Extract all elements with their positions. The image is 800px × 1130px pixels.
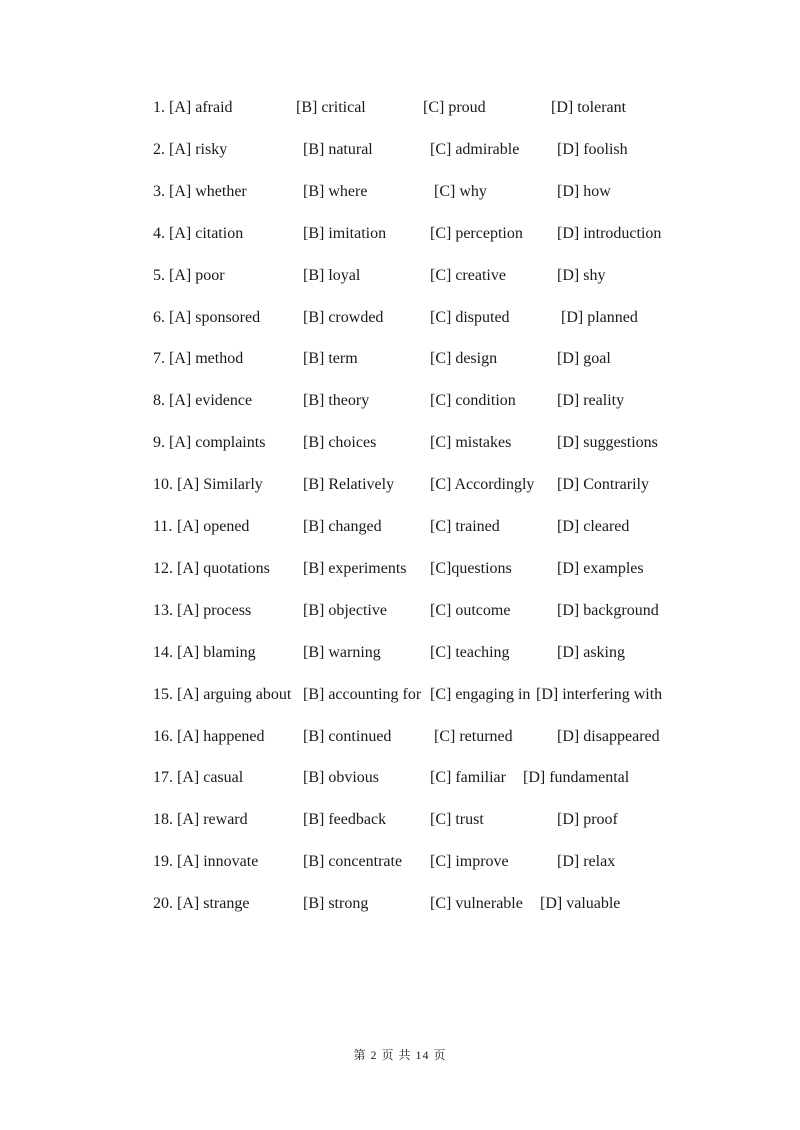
option-d: [D] planned	[561, 309, 638, 326]
question-row	[0, 180, 800, 204]
option-a: [A] complaints	[169, 434, 266, 451]
question-number: 7.	[153, 350, 165, 367]
option-c: [C] Accordingly	[430, 476, 535, 493]
option-b: [B] loyal	[303, 267, 361, 284]
option-a: [A] opened	[177, 518, 250, 535]
option-c: [C] trust	[430, 811, 484, 828]
option-c: [C] why	[434, 183, 487, 200]
page-footer: 第 2 页 共 14 页	[353, 1048, 447, 1062]
option-c: [C] familiar	[430, 769, 506, 786]
option-d: [D] disappeared	[557, 728, 660, 745]
question-row	[0, 473, 800, 497]
option-b: [B] critical	[296, 99, 366, 116]
option-a: [A] process	[177, 602, 252, 619]
option-a: [A] happened	[177, 728, 265, 745]
option-a: [A] blaming	[177, 644, 256, 661]
option-a: [A] evidence	[169, 392, 253, 409]
option-d: [D] how	[557, 183, 611, 200]
option-a: [A] risky	[169, 141, 228, 158]
option-c: [C] mistakes	[430, 434, 512, 451]
option-b: [B] crowded	[303, 309, 384, 326]
option-b: [B] feedback	[303, 811, 387, 828]
option-b: [B] where	[303, 183, 368, 200]
question-number: 11.	[153, 518, 173, 535]
option-b: [B] term	[303, 350, 358, 367]
option-d: [D] goal	[557, 350, 611, 367]
option-d: [D] suggestions	[557, 434, 658, 451]
option-c: [C] improve	[430, 853, 509, 870]
question-number: 18.	[153, 811, 173, 828]
option-b: [B] concentrate	[303, 853, 403, 870]
option-b: [B] changed	[303, 518, 382, 535]
option-a: [A] strange	[177, 895, 250, 912]
question-row	[0, 683, 800, 707]
question-row	[0, 222, 800, 246]
option-c: [C] disputed	[430, 309, 510, 326]
question-row	[0, 850, 800, 874]
option-c: [C]questions	[430, 560, 512, 577]
option-a: [A] whether	[169, 183, 247, 200]
option-b: [B] continued	[303, 728, 392, 745]
option-b: [B] imitation	[303, 225, 387, 242]
option-d: [D] examples	[557, 560, 644, 577]
option-a: [A] afraid	[169, 99, 233, 116]
question-number: 19.	[153, 853, 173, 870]
question-number: 10.	[153, 476, 173, 493]
option-c: [C] design	[430, 350, 498, 367]
option-a: [A] sponsored	[169, 309, 261, 326]
option-c: [C] returned	[434, 728, 513, 745]
option-b: [B] choices	[303, 434, 377, 451]
option-c: [C] proud	[423, 99, 486, 116]
option-a: [A] arguing about	[177, 686, 292, 703]
option-c: [C] admirable	[430, 141, 520, 158]
option-d: [D] tolerant	[551, 99, 627, 116]
option-d: [D] asking	[557, 644, 625, 661]
question-number: 3.	[153, 183, 165, 200]
option-c: [C] engaging in	[430, 686, 531, 703]
option-d: [D] proof	[557, 811, 618, 828]
option-a: [A] method	[169, 350, 244, 367]
option-a: [A] citation	[169, 225, 244, 242]
option-a: [A] poor	[169, 267, 225, 284]
option-b: [B] theory	[303, 392, 370, 409]
question-row	[0, 515, 800, 539]
question-number: 15.	[153, 686, 173, 703]
question-row	[0, 138, 800, 162]
option-b: [B] Relatively	[303, 476, 395, 493]
option-a: [A] quotations	[177, 560, 270, 577]
question-row	[0, 599, 800, 623]
option-d: [D] foolish	[557, 141, 628, 158]
option-b: [B] experiments	[303, 560, 407, 577]
question-number: 9.	[153, 434, 165, 451]
question-row	[0, 431, 800, 455]
option-d: [D] Contrarily	[557, 476, 649, 493]
option-c: [C] vulnerable	[430, 895, 523, 912]
option-c: [C] outcome	[430, 602, 511, 619]
option-a: [A] Similarly	[177, 476, 263, 493]
question-row	[0, 725, 800, 749]
option-d: [D] interfering with	[536, 686, 663, 703]
option-c: [C] perception	[430, 225, 523, 242]
option-a: [A] casual	[177, 769, 244, 786]
question-row	[0, 557, 800, 581]
question-row	[0, 389, 800, 413]
question-row	[0, 264, 800, 288]
question-row	[0, 641, 800, 665]
question-number: 8.	[153, 392, 165, 409]
option-d: [D] relax	[557, 853, 616, 870]
question-number: 12.	[153, 560, 173, 577]
option-c: [C] trained	[430, 518, 500, 535]
question-number: 13.	[153, 602, 173, 619]
question-number: 14.	[153, 644, 173, 661]
question-row	[0, 347, 800, 371]
option-b: [B] strong	[303, 895, 369, 912]
question-number: 2.	[153, 141, 165, 158]
question-number: 6.	[153, 309, 165, 326]
option-d: [D] shy	[557, 267, 606, 284]
option-c: [C] creative	[430, 267, 506, 284]
question-row	[0, 96, 800, 120]
option-d: [D] valuable	[540, 895, 621, 912]
question-number: 4.	[153, 225, 165, 242]
option-d: [D] fundamental	[523, 769, 630, 786]
option-c: [C] teaching	[430, 644, 510, 661]
question-number: 17.	[153, 769, 173, 786]
question-number: 5.	[153, 267, 165, 284]
option-b: [B] natural	[303, 141, 373, 158]
option-b: [B] obvious	[303, 769, 379, 786]
option-a: [A] innovate	[177, 853, 259, 870]
option-a: [A] reward	[177, 811, 248, 828]
question-row	[0, 892, 800, 916]
option-b: [B] objective	[303, 602, 387, 619]
question-row	[0, 766, 800, 790]
question-row	[0, 306, 800, 330]
option-d: [D] cleared	[557, 518, 630, 535]
question-number: 1.	[153, 99, 165, 116]
question-number: 20.	[153, 895, 173, 912]
option-b: [B] warning	[303, 644, 381, 661]
option-d: [D] background	[557, 602, 659, 619]
question-row	[0, 808, 800, 832]
option-d: [D] introduction	[557, 225, 662, 242]
option-c: [C] condition	[430, 392, 516, 409]
option-d: [D] reality	[557, 392, 625, 409]
question-number: 16.	[153, 728, 173, 745]
option-b: [B] accounting for	[303, 686, 422, 703]
